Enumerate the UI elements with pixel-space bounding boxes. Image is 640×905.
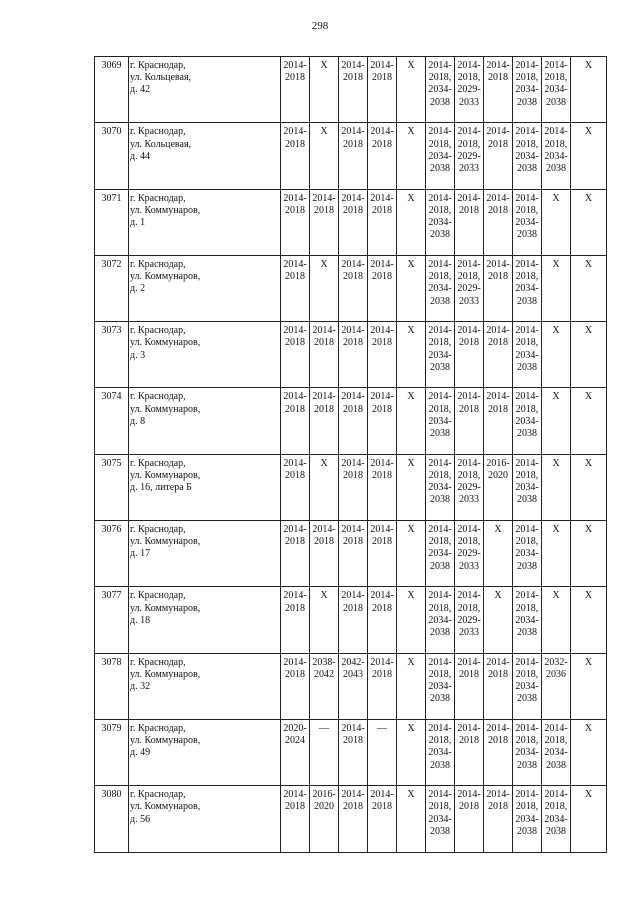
period-cell: 2014- 2018 bbox=[281, 653, 310, 719]
table-row bbox=[95, 322, 607, 388]
period-cell: 2014- 2018 bbox=[310, 322, 339, 388]
period-cell: 2014- 2018, 2034- 2038 bbox=[513, 123, 542, 189]
period-cell: 2014- 2018 bbox=[368, 587, 397, 653]
period-cell: X bbox=[484, 587, 513, 653]
period-cell: X bbox=[542, 322, 571, 388]
period-cell: 2014- 2018 bbox=[281, 57, 310, 123]
period-cell: 2014- 2018, 2034- 2038 bbox=[542, 786, 571, 852]
period-cell: 2014- 2018 bbox=[484, 388, 513, 454]
period-cell: 2014- 2018 bbox=[455, 322, 484, 388]
address-cell: г. Краснодар, ул. Коммунаров, д. 17 bbox=[129, 521, 281, 587]
period-cell: 2014- 2018, 2034- 2038 bbox=[513, 719, 542, 785]
period-cell: X bbox=[397, 255, 426, 321]
period-cell: 2014- 2018 bbox=[368, 322, 397, 388]
address-cell: г. Краснодар, ул. Кольцевая, д. 42 bbox=[129, 57, 281, 123]
period-cell: 2014- 2018, 2034- 2038 bbox=[513, 653, 542, 719]
period-cell: X bbox=[310, 454, 339, 520]
period-cell: 2014- 2018, 2034- 2038 bbox=[426, 653, 455, 719]
period-cell: 2020- 2024 bbox=[281, 719, 310, 785]
period-cell: 2014- 2018 bbox=[484, 322, 513, 388]
period-cell: 2014- 2018, 2034- 2038 bbox=[426, 388, 455, 454]
period-cell: 2014- 2018, 2034- 2038 bbox=[513, 57, 542, 123]
period-cell: 2014- 2018 bbox=[339, 322, 368, 388]
period-cell: 2014- 2018, 2034- 2038 bbox=[426, 719, 455, 785]
period-cell: 2014- 2018 bbox=[368, 454, 397, 520]
period-cell: X bbox=[542, 388, 571, 454]
period-cell: 2014- 2018, 2034- 2038 bbox=[513, 587, 542, 653]
period-cell: 2042- 2043 bbox=[339, 653, 368, 719]
row-number: 3074 bbox=[95, 388, 129, 454]
period-cell: 2014- 2018 bbox=[368, 388, 397, 454]
period-cell: 2016- 2020 bbox=[484, 454, 513, 520]
address-cell: г. Краснодар, ул. Коммунаров, д. 18 bbox=[129, 587, 281, 653]
table-row bbox=[95, 786, 607, 852]
period-cell: 2014- 2018 bbox=[368, 123, 397, 189]
period-cell: 2014- 2018 bbox=[368, 521, 397, 587]
period-cell: 2014- 2018, 2034- 2038 bbox=[426, 786, 455, 852]
period-cell: 2014- 2018 bbox=[368, 57, 397, 123]
period-cell: — bbox=[310, 719, 339, 785]
repair-schedule-table bbox=[94, 56, 607, 853]
period-cell: X bbox=[310, 57, 339, 123]
period-cell: X bbox=[571, 587, 607, 653]
period-cell: 2014- 2018, 2034- 2038 bbox=[426, 189, 455, 255]
period-cell: 2014- 2018, 2029- 2033 bbox=[455, 454, 484, 520]
period-cell: 2014- 2018, 2034- 2038 bbox=[426, 454, 455, 520]
period-cell: 2014- 2018, 2029- 2033 bbox=[455, 587, 484, 653]
period-cell: 2014- 2018 bbox=[455, 786, 484, 852]
period-cell: 2014- 2018, 2034- 2038 bbox=[426, 322, 455, 388]
row-number: 3080 bbox=[95, 786, 129, 852]
row-number: 3076 bbox=[95, 521, 129, 587]
address-cell: г. Краснодар, ул. Коммунаров, д. 3 bbox=[129, 322, 281, 388]
period-cell: 2014- 2018 bbox=[281, 123, 310, 189]
period-cell: X bbox=[542, 189, 571, 255]
period-cell: 2014- 2018 bbox=[484, 123, 513, 189]
period-cell: X bbox=[571, 454, 607, 520]
period-cell: 2014- 2018 bbox=[310, 388, 339, 454]
address-cell: г. Краснодар, ул. Коммунаров, д. 1 bbox=[129, 189, 281, 255]
period-cell: X bbox=[397, 454, 426, 520]
period-cell: 2014- 2018, 2034- 2038 bbox=[426, 123, 455, 189]
address-cell: г. Краснодар, ул. Коммунаров, д. 2 bbox=[129, 255, 281, 321]
period-cell: 2014- 2018 bbox=[484, 189, 513, 255]
period-cell: 2014- 2018, 2034- 2038 bbox=[513, 189, 542, 255]
period-cell: X bbox=[542, 521, 571, 587]
period-cell: X bbox=[571, 786, 607, 852]
period-cell: 2014- 2018 bbox=[281, 454, 310, 520]
period-cell: 2014- 2018 bbox=[281, 189, 310, 255]
table-row bbox=[95, 123, 607, 189]
address-cell: г. Краснодар, ул. Коммунаров, д. 49 bbox=[129, 719, 281, 785]
period-cell: X bbox=[397, 719, 426, 785]
period-cell: 2014- 2018 bbox=[339, 454, 368, 520]
period-cell: 2014- 2018 bbox=[310, 189, 339, 255]
address-cell: г. Краснодар, ул. Коммунаров, д. 56 bbox=[129, 786, 281, 852]
period-cell: 2016- 2020 bbox=[310, 786, 339, 852]
period-cell: X bbox=[397, 189, 426, 255]
period-cell: 2014- 2018 bbox=[484, 719, 513, 785]
period-cell: 2014- 2018, 2034- 2038 bbox=[513, 454, 542, 520]
period-cell: 2032- 2036 bbox=[542, 653, 571, 719]
period-cell: 2014- 2018 bbox=[455, 719, 484, 785]
period-cell: 2014- 2018 bbox=[368, 653, 397, 719]
period-cell: 2014- 2018 bbox=[339, 388, 368, 454]
period-cell: 2014- 2018, 2034- 2038 bbox=[426, 521, 455, 587]
address-cell: г. Краснодар, ул. Коммунаров, д. 8 bbox=[129, 388, 281, 454]
period-cell: 2014- 2018 bbox=[310, 521, 339, 587]
table-row bbox=[95, 388, 607, 454]
period-cell: 2014- 2018, 2034- 2038 bbox=[542, 719, 571, 785]
period-cell: X bbox=[571, 255, 607, 321]
period-cell: 2014- 2018, 2034- 2038 bbox=[542, 57, 571, 123]
period-cell: 2014- 2018, 2029- 2033 bbox=[455, 255, 484, 321]
period-cell: 2014- 2018 bbox=[281, 322, 310, 388]
period-cell: 2014- 2018, 2034- 2038 bbox=[513, 521, 542, 587]
period-cell: 2014- 2018 bbox=[339, 189, 368, 255]
period-cell: 2014- 2018 bbox=[484, 57, 513, 123]
period-cell: 2014- 2018 bbox=[339, 786, 368, 852]
table-row bbox=[95, 57, 607, 123]
period-cell: 2014- 2018 bbox=[339, 719, 368, 785]
period-cell: 2014- 2018 bbox=[368, 786, 397, 852]
row-number: 3077 bbox=[95, 587, 129, 653]
table-row bbox=[95, 521, 607, 587]
period-cell: 2014- 2018 bbox=[484, 786, 513, 852]
table-row bbox=[95, 454, 607, 520]
table-body bbox=[95, 57, 607, 853]
period-cell: 2014- 2018 bbox=[455, 388, 484, 454]
row-number: 3071 bbox=[95, 189, 129, 255]
period-cell: 2014- 2018, 2034- 2038 bbox=[426, 255, 455, 321]
period-cell: 2038- 2042 bbox=[310, 653, 339, 719]
row-number: 3075 bbox=[95, 454, 129, 520]
period-cell: X bbox=[542, 454, 571, 520]
period-cell: X bbox=[397, 786, 426, 852]
period-cell: X bbox=[397, 653, 426, 719]
row-number: 3078 bbox=[95, 653, 129, 719]
period-cell: X bbox=[397, 57, 426, 123]
table-row bbox=[95, 587, 607, 653]
period-cell: X bbox=[542, 587, 571, 653]
period-cell: X bbox=[310, 587, 339, 653]
period-cell: 2014- 2018, 2034- 2038 bbox=[426, 57, 455, 123]
period-cell: X bbox=[484, 521, 513, 587]
row-number: 3079 bbox=[95, 719, 129, 785]
period-cell: 2014- 2018, 2034- 2038 bbox=[542, 123, 571, 189]
period-cell: 2014- 2018 bbox=[281, 786, 310, 852]
address-cell: г. Краснодар, ул. Коммунаров, д. 16, литера Б bbox=[129, 454, 281, 520]
period-cell: X bbox=[397, 587, 426, 653]
period-cell: 2014- 2018 bbox=[484, 255, 513, 321]
address-cell: г. Краснодар, ул. Коммунаров, д. 32 bbox=[129, 653, 281, 719]
period-cell: X bbox=[571, 322, 607, 388]
period-cell: 2014- 2018 bbox=[339, 255, 368, 321]
period-cell: 2014- 2018 bbox=[281, 587, 310, 653]
period-cell: X bbox=[397, 388, 426, 454]
period-cell: 2014- 2018 bbox=[368, 189, 397, 255]
row-number: 3069 bbox=[95, 57, 129, 123]
table-row bbox=[95, 719, 607, 785]
period-cell: X bbox=[397, 521, 426, 587]
table-row bbox=[95, 653, 607, 719]
row-number: 3073 bbox=[95, 322, 129, 388]
period-cell: 2014- 2018 bbox=[281, 255, 310, 321]
period-cell: X bbox=[310, 255, 339, 321]
period-cell: 2014- 2018, 2034- 2038 bbox=[513, 786, 542, 852]
period-cell: — bbox=[368, 719, 397, 785]
period-cell: 2014- 2018 bbox=[339, 123, 368, 189]
period-cell: 2014- 2018 bbox=[368, 255, 397, 321]
period-cell: 2014- 2018 bbox=[281, 521, 310, 587]
period-cell: X bbox=[571, 719, 607, 785]
period-cell: 2014- 2018, 2029- 2033 bbox=[455, 521, 484, 587]
period-cell: 2014- 2018 bbox=[281, 388, 310, 454]
period-cell: X bbox=[571, 653, 607, 719]
row-number: 3070 bbox=[95, 123, 129, 189]
period-cell: 2014- 2018, 2029- 2033 bbox=[455, 123, 484, 189]
period-cell: 2014- 2018, 2034- 2038 bbox=[513, 322, 542, 388]
period-cell: X bbox=[571, 388, 607, 454]
period-cell: 2014- 2018 bbox=[484, 653, 513, 719]
period-cell: 2014- 2018, 2034- 2038 bbox=[513, 255, 542, 321]
period-cell: 2014- 2018 bbox=[339, 521, 368, 587]
period-cell: X bbox=[397, 123, 426, 189]
page-number: 298 bbox=[311, 20, 329, 32]
period-cell: X bbox=[571, 57, 607, 123]
period-cell: 2014- 2018, 2034- 2038 bbox=[513, 388, 542, 454]
table-row bbox=[95, 189, 607, 255]
period-cell: X bbox=[571, 123, 607, 189]
period-cell: 2014- 2018, 2029- 2033 bbox=[455, 57, 484, 123]
table-row bbox=[95, 255, 607, 321]
period-cell: X bbox=[571, 521, 607, 587]
period-cell: 2014- 2018, 2034- 2038 bbox=[426, 587, 455, 653]
period-cell: 2014- 2018 bbox=[339, 587, 368, 653]
period-cell: 2014- 2018 bbox=[455, 189, 484, 255]
period-cell: X bbox=[397, 322, 426, 388]
period-cell: X bbox=[542, 255, 571, 321]
period-cell: 2014- 2018 bbox=[455, 653, 484, 719]
row-number: 3072 bbox=[95, 255, 129, 321]
period-cell: X bbox=[571, 189, 607, 255]
period-cell: 2014- 2018 bbox=[339, 57, 368, 123]
period-cell: X bbox=[310, 123, 339, 189]
address-cell: г. Краснодар, ул. Кольцевая, д. 44 bbox=[129, 123, 281, 189]
